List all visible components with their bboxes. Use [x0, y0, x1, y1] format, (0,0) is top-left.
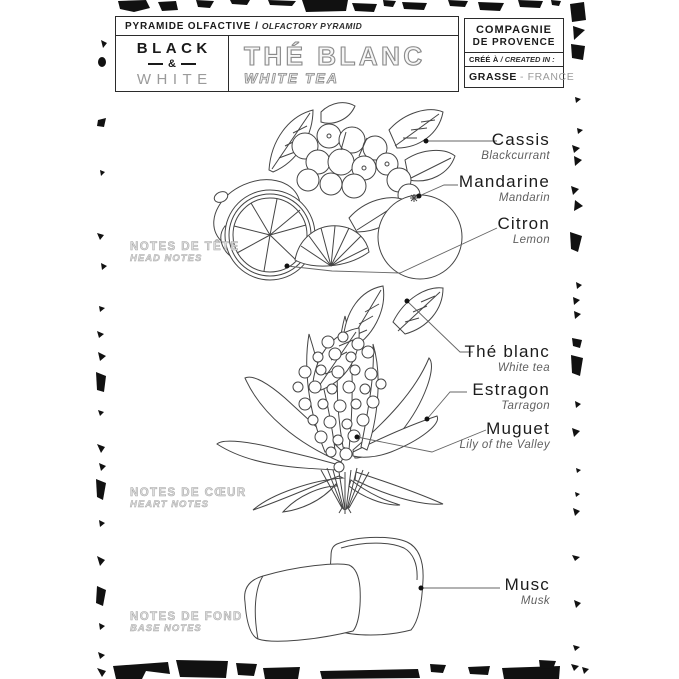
section-heart-fr: NOTES DE CŒUR [130, 487, 247, 499]
section-heart-en: HEART NOTES [130, 498, 209, 510]
note-fr: Estragon [472, 380, 550, 399]
origin-city: GRASSE [469, 71, 517, 83]
note-fr: Muguet [486, 419, 550, 438]
logo-word-white: WHITE [136, 71, 213, 88]
brand-name-line2: DE PROVENCE [472, 37, 556, 49]
section-base-fr: NOTES DE FOND [130, 611, 243, 623]
note-fr: Musc [504, 575, 550, 594]
note-en: White tea [497, 362, 550, 374]
note-en: Blackcurrant [481, 150, 550, 162]
fragrance-title-en: WHITE TEA [244, 70, 339, 86]
note-en: Mandarin [498, 192, 550, 204]
created-label-en: / CREATED IN : [500, 55, 555, 64]
note-label-muguet [459, 419, 550, 452]
section-head-fr: NOTES DE TÊTE [130, 241, 240, 253]
note-label-cassis [481, 130, 550, 163]
logo-ampersand: & [168, 58, 176, 70]
note-fr: Cassis [491, 130, 550, 149]
band-separator: / [255, 20, 258, 32]
created-label-fr: CRÉÉ À [469, 55, 499, 64]
section-head-en: HEAD NOTES [130, 252, 203, 264]
fragrance-title-fr: THÉ BLANC [244, 41, 426, 71]
band-title-fr: PYRAMIDE OLFACTIVE [125, 20, 252, 32]
note-label-citron [497, 214, 550, 247]
note-label-the-blanc [465, 342, 550, 375]
brand-name-line1: COMPAGNIE [475, 24, 553, 37]
note-en: Tarragon [501, 400, 550, 412]
note-label-mandarine [459, 172, 550, 205]
note-en: Lily of the Valley [459, 439, 550, 451]
note-fr: Citron [497, 214, 550, 233]
section-label-heart-notes [130, 487, 247, 510]
note-fr: Mandarine [458, 172, 550, 191]
note-en: Lemon [512, 234, 550, 246]
band-title-en: OLFACTORY PYRAMID [261, 21, 363, 31]
note-label-musc [505, 575, 550, 608]
section-base-en: BASE NOTES [130, 622, 202, 634]
logo-word-black: BLACK [136, 40, 212, 57]
origin-country: - FRANCE [519, 71, 575, 83]
note-fr: Thé blanc [464, 342, 550, 361]
section-label-base-notes [130, 611, 243, 634]
note-en: Musk [520, 595, 550, 607]
section-label-head-notes [130, 241, 240, 264]
note-label-estragon [472, 380, 550, 413]
